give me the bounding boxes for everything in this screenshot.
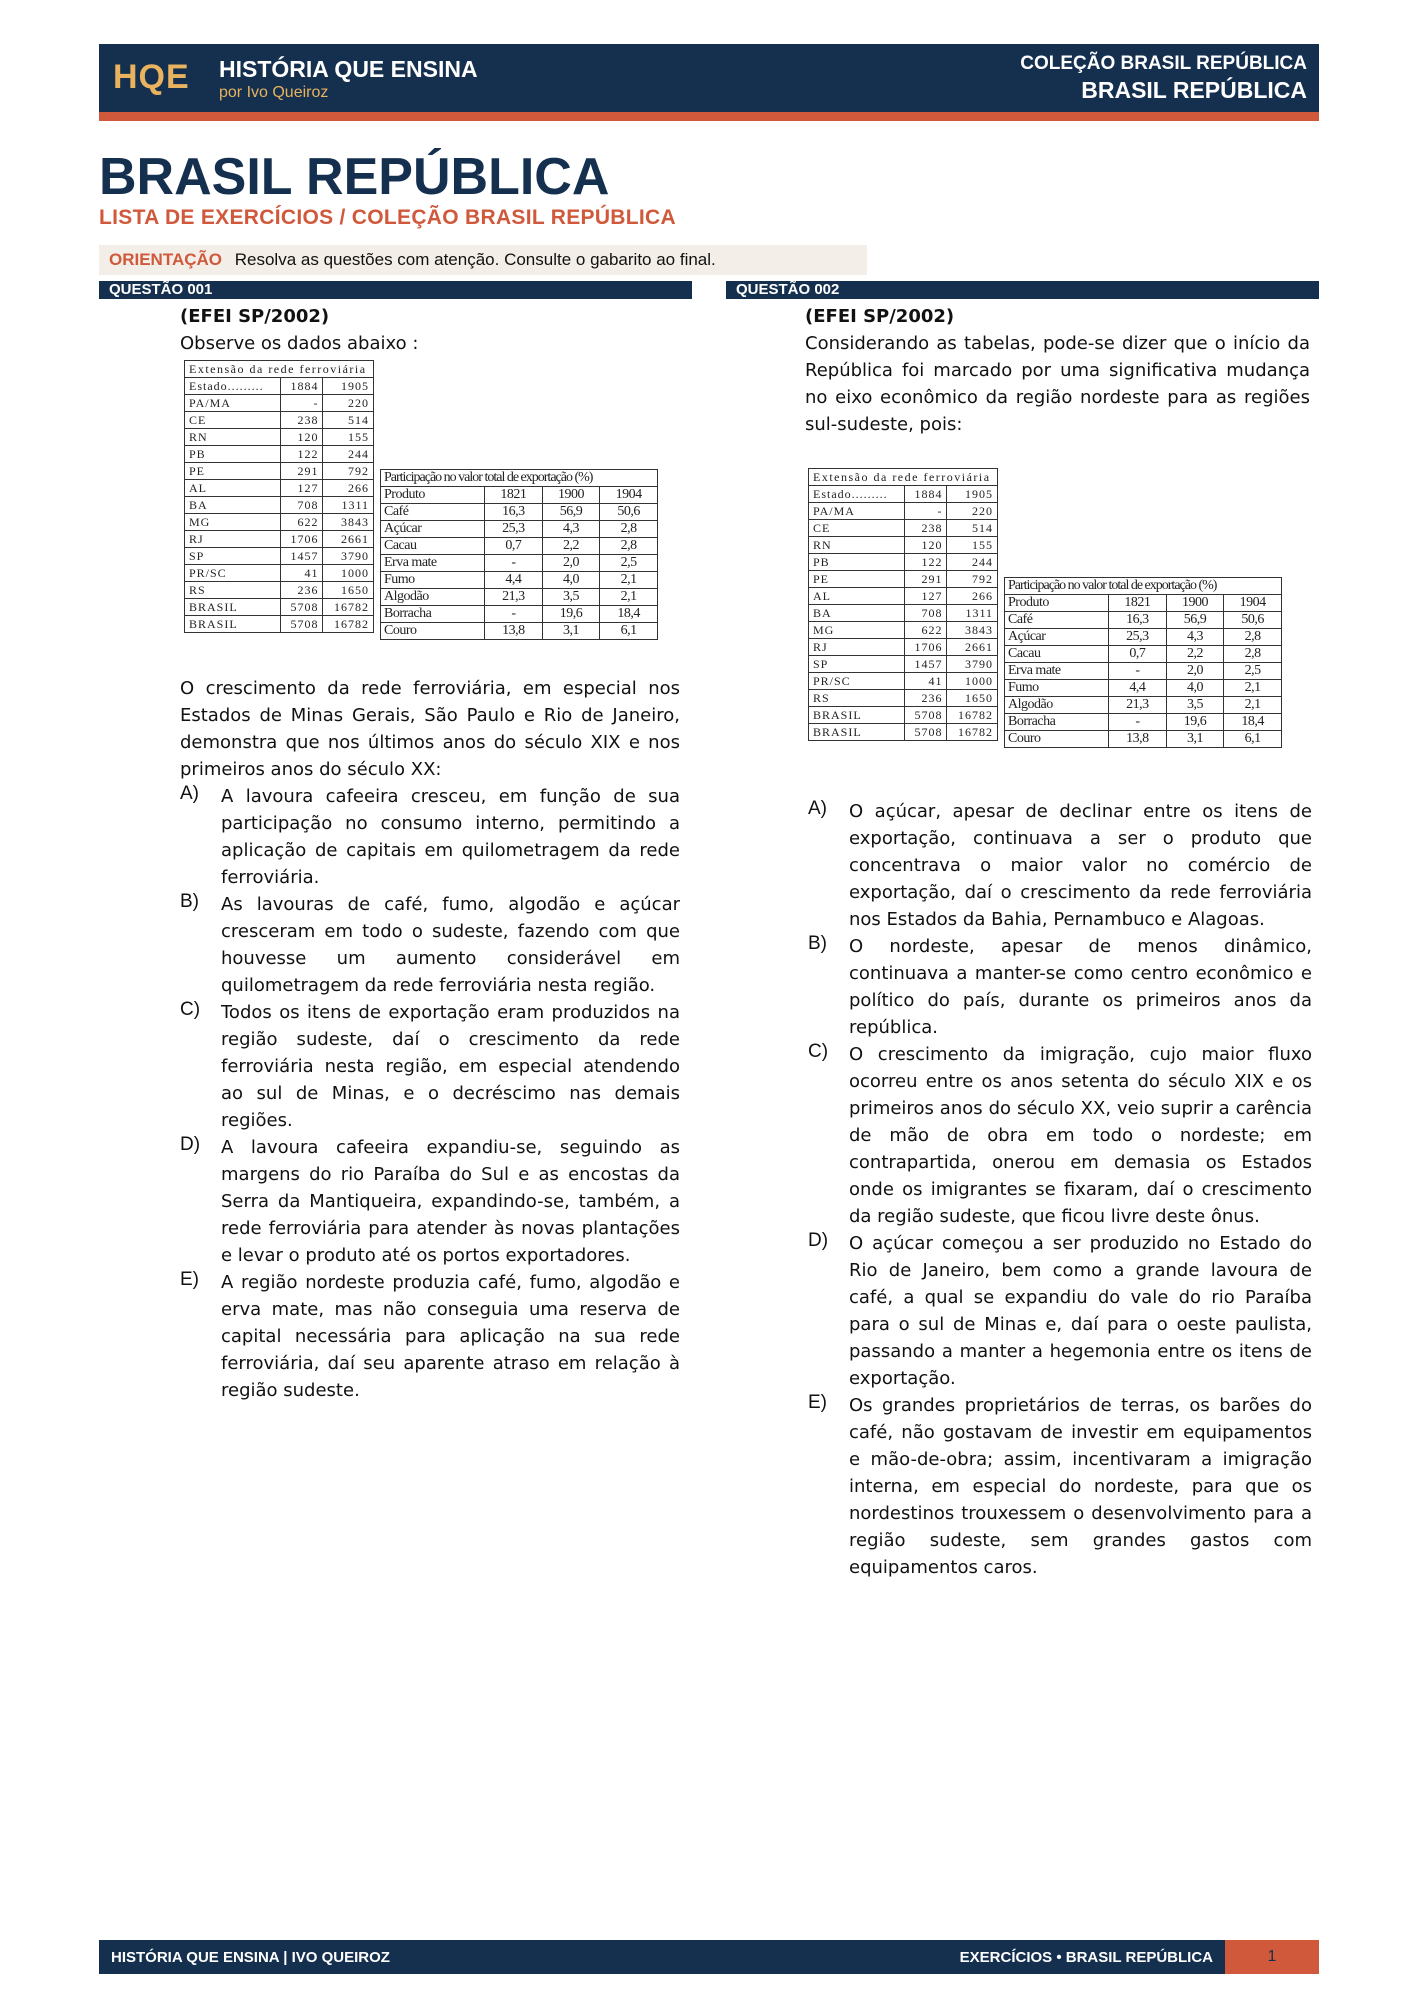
exports-table-caption: Participação no valor total de exportação (%) (381, 470, 658, 487)
table-header-cell: 1884 (281, 378, 323, 395)
table-cell: 514 (947, 520, 998, 537)
table-row (1005, 578, 1282, 595)
table-cell: 5708 (281, 616, 323, 633)
table-cell: PE (809, 571, 905, 588)
table-cell: 16,3 (485, 504, 543, 521)
table-cell: - (905, 503, 947, 520)
option-letter: C) (180, 999, 201, 1020)
question-2-option-d (808, 1230, 1312, 1392)
table-cell: PE (185, 463, 281, 480)
table-cell: RJ (809, 639, 905, 656)
table-cell: 127 (281, 480, 323, 497)
table-cell: Açúcar (381, 521, 485, 538)
table-cell: 155 (947, 537, 998, 554)
table-row (1005, 663, 1282, 680)
option-text: O crescimento da imigração, cujo maior fluxo ocorreu entre os anos setenta do século XIX e os primeiros anos do século XX, veio suprir a carência de mão de obra em todo o nordeste; em contrapartida, onerou em demasia os Estados onde os imigrantes se fixaram, daí o crescimento da região sudeste, que ficou livre deste ônus. (849, 1044, 1312, 1227)
option-text: A lavoura cafeeira cresceu, em função de sua participação no consumo interno, permitindo a aplicação de capitais em quilometragem da rede ferroviária. (221, 786, 680, 888)
table-cell: RS (809, 690, 905, 707)
table-cell: 6,1 (600, 623, 658, 640)
table-cell: 120 (281, 429, 323, 446)
table-cell: 6,1 (1224, 731, 1282, 748)
page-subtitle: LISTA DE EXERCÍCIOS / COLEÇÃO BRASIL REPÚBLICA (99, 206, 676, 229)
option-letter: C) (808, 1041, 829, 1062)
table-cell: 127 (905, 588, 947, 605)
table-cell: 16,3 (1109, 612, 1167, 629)
table-cell: 19,6 (542, 606, 600, 623)
question-1-options (180, 783, 680, 1404)
table-header-cell: 1900 (1166, 595, 1224, 612)
table-header-cell: 1905 (947, 486, 998, 503)
table-row (1005, 646, 1282, 663)
table-cell: 16782 (323, 599, 374, 616)
brand-title: HISTÓRIA QUE ENSINA (219, 56, 478, 82)
question-1-stem: O crescimento da rede ferroviária, em especial nos Estados de Minas Gerais, São Paulo e Rio de Janeiro, demonstra que nos últimos anos do século XIX e nos primeiros anos do século XX: (180, 678, 680, 780)
question-1-option-a (180, 783, 680, 891)
table-cell: 1457 (281, 548, 323, 565)
option-letter: B) (180, 891, 199, 912)
table-cell: 5708 (905, 707, 947, 724)
table-cell: Cacau (1005, 646, 1109, 663)
table-cell: RS (185, 582, 281, 599)
table-row (381, 470, 658, 487)
table-cell: MG (809, 622, 905, 639)
table-cell: 2,2 (542, 538, 600, 555)
option-text: Todos os itens de exportação eram produzidos na região sudeste, daí o crescimento da rede ferroviária nesta região, em especial atendendo ao sul de Minas, e o decréscimo nas demais regiões. (221, 1002, 680, 1131)
table-cell: 220 (947, 503, 998, 520)
table-row (809, 571, 998, 588)
table-cell: 16782 (323, 616, 374, 633)
table-cell: 2,8 (1224, 646, 1282, 663)
orientation-box (99, 245, 867, 275)
table-cell: 2661 (323, 531, 374, 548)
table-cell: Borracha (381, 606, 485, 623)
table-cell: RN (809, 537, 905, 554)
table-cell: 2,2 (1166, 646, 1224, 663)
question-1-option-d (180, 1134, 680, 1269)
option-text: O nordeste, apesar de menos dinâmico, continuava a manter-se como centro econômico e político do país, durante os primeiros anos da república. (849, 936, 1312, 1038)
table-cell: 2,1 (600, 572, 658, 589)
table-cell: 3,1 (542, 623, 600, 640)
table-cell: 16782 (947, 724, 998, 741)
table-row (185, 395, 374, 412)
railway-table-caption: Extensão da rede ferroviária (185, 361, 374, 378)
table-row (809, 690, 998, 707)
question-1-option-b (180, 891, 680, 999)
question-1-exports-table (380, 469, 658, 640)
table-cell: 3,5 (1166, 697, 1224, 714)
question-1-intro: Observe os dados abaixo : (180, 333, 419, 354)
table-cell: 2,8 (1224, 629, 1282, 646)
table-cell: 56,9 (542, 504, 600, 521)
table-cell: 3,1 (1166, 731, 1224, 748)
table-cell: 2,0 (542, 555, 600, 572)
table-cell: 2,5 (600, 555, 658, 572)
table-cell: 1706 (905, 639, 947, 656)
table-cell: BRASIL (185, 616, 281, 633)
table-cell: 3843 (323, 514, 374, 531)
table-cell: Couro (381, 623, 485, 640)
table-cell: 18,4 (600, 606, 658, 623)
table-cell: 266 (947, 588, 998, 605)
table-cell: 708 (905, 605, 947, 622)
table-cell: BRASIL (809, 724, 905, 741)
table-header-cell: 1884 (905, 486, 947, 503)
table-row (809, 673, 998, 690)
table-row (809, 605, 998, 622)
table-cell: 41 (905, 673, 947, 690)
table-cell: 1650 (947, 690, 998, 707)
table-row (185, 565, 374, 582)
table-cell: Café (1005, 612, 1109, 629)
table-cell: 622 (281, 514, 323, 531)
table-row (185, 361, 374, 378)
table-row (185, 412, 374, 429)
table-cell: 792 (323, 463, 374, 480)
table-cell: CE (809, 520, 905, 537)
table-cell: 220 (323, 395, 374, 412)
table-cell: 0,7 (1109, 646, 1167, 663)
table-cell: PB (185, 446, 281, 463)
table-row (809, 622, 998, 639)
table-cell: BRASIL (809, 707, 905, 724)
option-text: O açúcar, apesar de declinar entre os itens de exportação, continuava a ser o produto que concentrava o maior valor no comércio de exportação, daí o crescimento da rede ferroviária nos Estados da Bahia, Pernambuco e Alagoas. (849, 801, 1312, 930)
question-2-exports-table (1004, 577, 1282, 748)
table-cell: 291 (281, 463, 323, 480)
option-text: A região nordeste produzia café, fumo, algodão e erva mate, mas não conseguia uma reserva de capital necessária para aplicação na sua rede ferroviária, daí seu aparente atraso em relação à região sudeste. (221, 1272, 680, 1401)
table-cell: 5708 (281, 599, 323, 616)
table-cell: 4,4 (1109, 680, 1167, 697)
table-cell: 56,9 (1166, 612, 1224, 629)
table-cell: AL (809, 588, 905, 605)
table-row (381, 504, 658, 521)
table-cell: Algodão (381, 589, 485, 606)
table-cell: 13,8 (1109, 731, 1167, 748)
table-cell: RJ (185, 531, 281, 548)
table-cell: 21,3 (1109, 697, 1167, 714)
question-2-option-c (808, 1041, 1312, 1230)
table-row (185, 582, 374, 599)
table-cell: 18,4 (1224, 714, 1282, 731)
table-row (1005, 612, 1282, 629)
table-header-cell: 1905 (323, 378, 374, 395)
table-cell: 266 (323, 480, 374, 497)
question-1-tables (184, 360, 664, 645)
table-cell: 1650 (323, 582, 374, 599)
table-row (185, 497, 374, 514)
table-header-cell: Estado......... (809, 486, 905, 503)
table-row (809, 707, 998, 724)
table-cell: 5708 (905, 724, 947, 741)
table-cell: 3790 (947, 656, 998, 673)
table-row (381, 487, 658, 504)
table-cell: - (485, 555, 543, 572)
table-cell: 1311 (323, 497, 374, 514)
table-row (1005, 680, 1282, 697)
table-cell: 1311 (947, 605, 998, 622)
table-row (185, 616, 374, 633)
table-cell: 21,3 (485, 589, 543, 606)
table-row (185, 446, 374, 463)
table-row (381, 555, 658, 572)
option-text: Os grandes proprietários de terras, os barões do café, não gostavam de investir em equipamentos e mão-de-obra; assim, incentivaram a imigração interna, em especial do nordeste, para que os nordestinos trouxessem o desenvolvimento para a região sudeste, sem grandes gastos com equipamentos caros. (849, 1395, 1312, 1578)
table-cell: PR/SC (185, 565, 281, 582)
footer-right: EXERCÍCIOS • BRASIL REPÚBLICA (959, 1949, 1213, 1966)
question-1-bar: QUESTÃO 001 (99, 281, 692, 299)
table-row (381, 521, 658, 538)
table-cell: 19,6 (1166, 714, 1224, 731)
table-cell: 2,8 (600, 521, 658, 538)
table-row (381, 606, 658, 623)
table-cell: 122 (905, 554, 947, 571)
table-cell: 3843 (947, 622, 998, 639)
table-cell: 238 (281, 412, 323, 429)
table-cell: 0,7 (485, 538, 543, 555)
table-cell: 1000 (323, 565, 374, 582)
collection-label: COLEÇÃO BRASIL REPÚBLICA (1020, 53, 1307, 74)
table-cell: 2,5 (1224, 663, 1282, 680)
table-cell: BA (809, 605, 905, 622)
table-row (1005, 697, 1282, 714)
table-cell: 2661 (947, 639, 998, 656)
page-footer (99, 1940, 1319, 1974)
table-cell: Borracha (1005, 714, 1109, 731)
question-2-option-b (808, 933, 1312, 1041)
orientation-text: Resolva as questões com atenção. Consulte o gabarito ao final. (234, 250, 716, 269)
table-cell: 13,8 (485, 623, 543, 640)
table-header-cell: Estado......... (185, 378, 281, 395)
table-cell: Erva mate (381, 555, 485, 572)
table-row (185, 514, 374, 531)
question-2-option-e (808, 1392, 1312, 1581)
page-header (99, 44, 1319, 112)
collection-title: BRASIL REPÚBLICA (1081, 77, 1307, 103)
table-cell: - (1109, 663, 1167, 680)
table-cell: 50,6 (600, 504, 658, 521)
brand-subtitle: por Ivo Queiroz (219, 84, 329, 101)
table-row (809, 639, 998, 656)
table-cell: 25,3 (1109, 629, 1167, 646)
question-2-source: (EFEI SP/2002) (805, 306, 955, 327)
table-row (185, 429, 374, 446)
table-row (381, 589, 658, 606)
table-cell: 1000 (947, 673, 998, 690)
exports-table-caption: Participação no valor total de exportação (%) (1005, 578, 1282, 595)
table-row (809, 537, 998, 554)
table-row (185, 463, 374, 480)
table-cell: - (485, 606, 543, 623)
option-letter: D) (808, 1230, 829, 1251)
page-title: BRASIL REPÚBLICA (99, 148, 610, 206)
option-letter: B) (808, 933, 827, 954)
option-letter: D) (180, 1134, 201, 1155)
table-cell: 244 (947, 554, 998, 571)
table-row (381, 572, 658, 589)
option-text: O açúcar começou a ser produzido no Estado do Rio de Janeiro, bem como a grande lavoura de café, a qual se expandiu do vale do rio Paraíba para o sul de Minas e, daí para o oeste paulista, passando a manter a hegemonia entre os itens de exportação. (849, 1233, 1312, 1389)
table-row (1005, 595, 1282, 612)
table-cell: 4,0 (1166, 680, 1224, 697)
table-cell: Fumo (1005, 680, 1109, 697)
table-row (809, 554, 998, 571)
option-letter: A) (180, 783, 199, 804)
table-cell: 25,3 (485, 521, 543, 538)
table-row (381, 538, 658, 555)
orientation-label: ORIENTAÇÃO (109, 250, 223, 269)
question-2-stem: Considerando as tabelas, pode-se dizer que o início da República foi marcado por uma significativa mudança no eixo econômico da região nordeste para as regiões sul-sudeste, pois: (805, 333, 1310, 435)
table-header-cell: 1900 (542, 487, 600, 504)
question-1-railway-table (184, 360, 374, 633)
question-1-source: (EFEI SP/2002) (180, 306, 330, 327)
table-cell: 236 (905, 690, 947, 707)
table-cell: 1457 (905, 656, 947, 673)
table-cell: CE (185, 412, 281, 429)
table-row (185, 531, 374, 548)
table-header-cell: 1821 (1109, 595, 1167, 612)
table-row (809, 469, 998, 486)
table-row (809, 656, 998, 673)
table-cell: 155 (323, 429, 374, 446)
table-cell: BRASIL (185, 599, 281, 616)
table-cell: 4,3 (542, 521, 600, 538)
table-row (185, 548, 374, 565)
table-cell: 3,5 (542, 589, 600, 606)
table-row (809, 724, 998, 741)
table-cell: 2,1 (1224, 680, 1282, 697)
table-row (809, 486, 998, 503)
table-cell: 3790 (323, 548, 374, 565)
table-row (185, 378, 374, 395)
question-1-header (180, 303, 680, 357)
table-cell: PR/SC (809, 673, 905, 690)
table-cell: RN (185, 429, 281, 446)
table-row (809, 520, 998, 537)
option-text: As lavouras de café, fumo, algodão e açúcar cresceram em todo o sudeste, fazendo com que houvesse um aumento considerável em quilometragem da rede ferroviária nesta região. (221, 894, 680, 996)
table-cell: SP (809, 656, 905, 673)
table-cell: PA/MA (185, 395, 281, 412)
table-header-cell: 1821 (485, 487, 543, 504)
table-header-cell: Produto (1005, 595, 1109, 612)
table-row (809, 588, 998, 605)
question-1-option-e (180, 1269, 680, 1404)
option-letter: E) (808, 1392, 827, 1413)
railway-table-caption: Extensão da rede ferroviária (809, 469, 998, 486)
table-cell: Erva mate (1005, 663, 1109, 680)
table-cell: 792 (947, 571, 998, 588)
table-cell: 50,6 (1224, 612, 1282, 629)
table-cell: MG (185, 514, 281, 531)
table-cell: Algodão (1005, 697, 1109, 714)
table-cell: Couro (1005, 731, 1109, 748)
table-cell: Fumo (381, 572, 485, 589)
table-cell: 16782 (947, 707, 998, 724)
question-2-options (808, 798, 1312, 1581)
table-cell: 2,8 (600, 538, 658, 555)
question-2-tables (808, 468, 1288, 753)
table-cell: 238 (905, 520, 947, 537)
table-cell: BA (185, 497, 281, 514)
question-2-header (805, 303, 1310, 438)
table-cell: 2,0 (1166, 663, 1224, 680)
table-cell: 708 (281, 497, 323, 514)
table-row (1005, 714, 1282, 731)
table-cell: - (1109, 714, 1167, 731)
table-header-cell: Produto (381, 487, 485, 504)
table-cell: PA/MA (809, 503, 905, 520)
table-cell: 1706 (281, 531, 323, 548)
table-row (1005, 629, 1282, 646)
table-row (809, 503, 998, 520)
table-cell: 622 (905, 622, 947, 639)
table-cell: 2,1 (600, 589, 658, 606)
table-cell: 291 (905, 571, 947, 588)
table-cell: 4,4 (485, 572, 543, 589)
table-cell: 4,0 (542, 572, 600, 589)
table-row (185, 480, 374, 497)
question-2-bar: QUESTÃO 002 (726, 281, 1319, 299)
table-cell: 122 (281, 446, 323, 463)
option-letter: A) (808, 798, 827, 819)
table-cell: 236 (281, 582, 323, 599)
table-cell: PB (809, 554, 905, 571)
footer-left: HISTÓRIA QUE ENSINA | IVO QUEIROZ (111, 1949, 390, 1966)
table-row (1005, 731, 1282, 748)
table-cell: 41 (281, 565, 323, 582)
table-cell: Açúcar (1005, 629, 1109, 646)
question-2-railway-table (808, 468, 998, 741)
header-accent-stripe (99, 112, 1319, 121)
option-letter: E) (180, 1269, 199, 1290)
table-header-cell: 1904 (1224, 595, 1282, 612)
question-2-option-a (808, 798, 1312, 933)
table-cell: 2,1 (1224, 697, 1282, 714)
table-cell: - (281, 395, 323, 412)
table-cell: Café (381, 504, 485, 521)
table-cell: 244 (323, 446, 374, 463)
table-cell: AL (185, 480, 281, 497)
table-cell: 4,3 (1166, 629, 1224, 646)
table-row (185, 599, 374, 616)
table-cell: Cacau (381, 538, 485, 555)
table-cell: 120 (905, 537, 947, 554)
table-row (381, 623, 658, 640)
page-number: 1 (1225, 1940, 1319, 1974)
table-cell: 514 (323, 412, 374, 429)
brand-logo: HQE (113, 58, 190, 96)
question-1-option-c (180, 999, 680, 1134)
table-cell: SP (185, 548, 281, 565)
option-text: A lavoura cafeeira expandiu-se, seguindo as margens do rio Paraíba do Sul e as encostas da Serra da Mantiqueira, expandindo-se, também, a rede ferroviária para atender às novas plantações e levar o produto até os portos exportadores. (221, 1137, 680, 1266)
table-header-cell: 1904 (600, 487, 658, 504)
